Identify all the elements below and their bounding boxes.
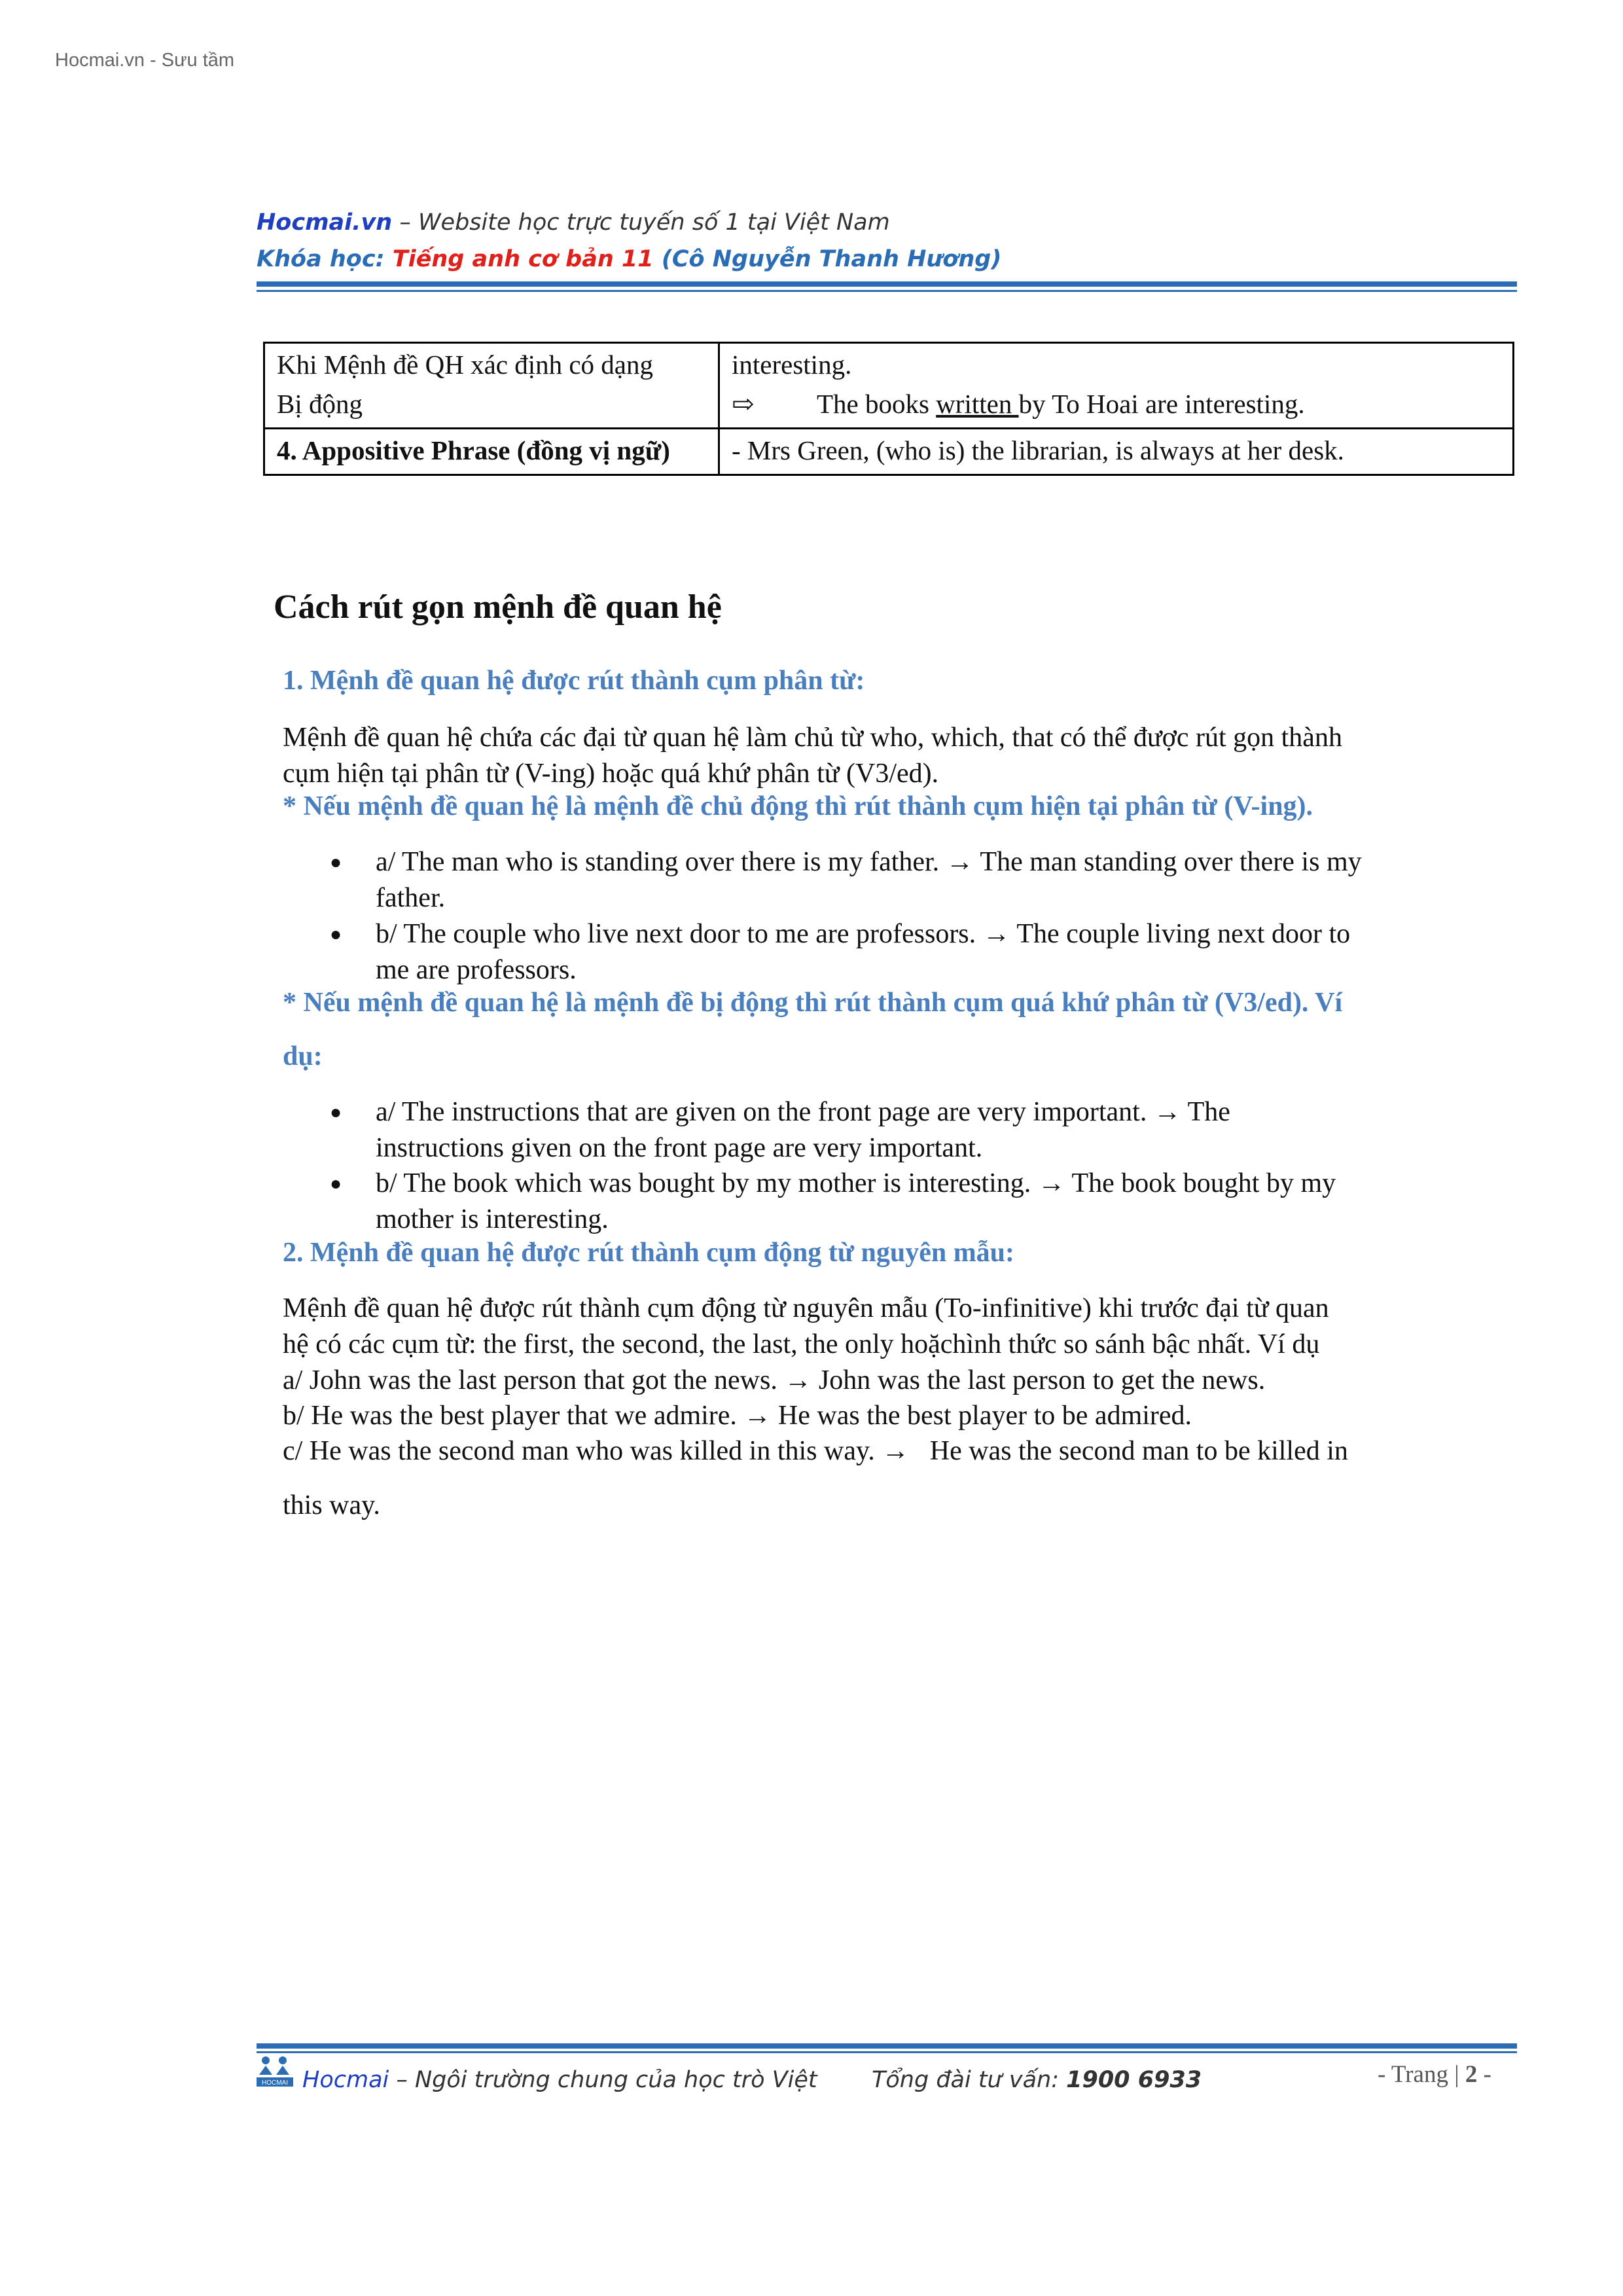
part1-intro-line1: Mệnh đề quan hệ chứa các đại từ quan hệ làm chủ từ who, which, that có thể được rút gọn thành [283,723,1342,753]
example-line: b/ The couple who live next door to me are professors. → The couple living next door to [376,919,1351,949]
hotline-number: 1900 6933 [1066,2067,1202,2093]
footer-hotline [872,2067,1202,2093]
row2-left: 4. Appositive Phrase (đồng vị ngữ) [264,429,719,475]
arrow-icon: ⇨ [732,389,755,419]
grammar-table [263,342,1514,476]
part2-last-line: this way. [283,1490,380,1520]
bullet-icon: ● [330,852,342,873]
footer-slogan-text: – Ngôi trường chung của học trò Việt [389,2067,817,2093]
hocmai-logo-icon [257,2055,293,2088]
row1-right-post: by To Hoai are interesting. [1018,389,1305,419]
part2-line: a/ John was the last person that got the news. → John was the last person to get the news. [283,1365,1266,1395]
bullet-icon: ● [330,1173,342,1194]
footer-rule-thin [257,2051,1517,2053]
example-line: me are professors. [376,955,577,985]
bullet-icon: ● [330,1102,342,1123]
part2-line: Mệnh đề quan hệ được rút thành cụm động từ nguyên mẫu (To-infinitive) khi trước đại từ quan [283,1293,1329,1323]
section-title: Cách rút gọn mệnh đề quan hệ [274,588,722,626]
header-rule-thin [257,290,1517,292]
course-teacher: (Cô Nguyễn Thanh Hương) [653,246,1002,272]
row1-right-line1: interesting. [732,350,852,380]
example-line: a/ The man who is standing over there is my father. → The man standing over there is my [376,847,1362,877]
header-rule-thick [257,281,1517,287]
part2-line: hệ có các cụm từ: the first, the second, the last, the only hoặchình thức so sánh bậc nhất. Ví dụ [283,1329,1320,1359]
table-row [264,429,1514,475]
watermark: Hocmai.vn - Sưu tầm [55,50,235,71]
passive-note-line1: * Nếu mệnh đề quan hệ là mệnh đề bị động thì rút thành cụm quá khứ phân từ (V3/ed). Ví [283,988,1343,1018]
example-line: b/ The book which was bought by my mother is interesting. → The book bought by my [376,1168,1336,1198]
page-suffix: - [1477,2061,1491,2088]
page-prefix: - Trang | [1378,2061,1465,2088]
underlined-word: written [936,389,1019,419]
header-line-2 [257,246,1001,272]
page-number-value: 2 [1465,2061,1478,2088]
list-item [330,916,1351,988]
row1-right-line2 [732,384,1501,423]
part1-heading: 1. Mệnh đề quan hệ được rút thành cụm phân từ: [283,666,865,696]
footer-rule-thick [257,2043,1517,2049]
row2-right: - Mrs Green, (who is) the librarian, is always at her desk. [719,429,1514,475]
example-line: a/ The instructions that are given on the front page are very important. → The [376,1097,1230,1127]
row1-left-line2: Bị động [277,389,363,419]
course-name: Tiếng anh cơ bản 11 [392,246,654,272]
active-note: * Nếu mệnh đề quan hệ là mệnh đề chủ động thì rút thành cụm hiện tại phân từ (V-ing). [283,791,1313,821]
logo-caption: HOCMAI [262,2079,288,2087]
footer-brand[interactable]: Hocmai [302,2067,389,2093]
header-line-1 [257,209,890,236]
page-number [1378,2060,1491,2089]
header-brand[interactable]: Hocmai.vn [257,209,393,236]
part1-intro-line2: cụm hiện tại phân từ (V-ing) hoặc quá khứ phân từ (V3/ed). [283,759,939,789]
example-line: instructions given on the front page are very important. [376,1133,983,1163]
list-item [330,1094,1230,1166]
table-cell [719,343,1514,429]
passive-note-line2: dụ: [283,1041,323,1071]
example-line: father. [376,883,446,913]
example-line: mother is interesting. [376,1204,609,1234]
footer-slogan [302,2067,817,2093]
list-item [330,1166,1336,1238]
bullet-icon: ● [330,924,342,945]
part2-line: c/ He was the second man who was killed in this way. → He was the second man to be killed in [283,1436,1348,1466]
table-row [264,343,1514,429]
course-prefix: Khóa học: [257,246,393,272]
row1-left-line1: Khi Mệnh đề QH xác định có dạng [277,350,654,380]
table-cell [264,343,719,429]
row1-right-pre: The books [817,389,936,419]
part2-heading: 2. Mệnh đề quan hệ được rút thành cụm động từ nguyên mẫu: [283,1238,1015,1268]
list-item [330,844,1362,916]
part2-line: b/ He was the best player that we admire. → He was the best player to be admired. [283,1401,1192,1431]
hotline-label: Tổng đài tư vấn: [872,2067,1067,2093]
header-tagline: – Website học trực tuyến số 1 tại Việt Nam [392,209,890,236]
